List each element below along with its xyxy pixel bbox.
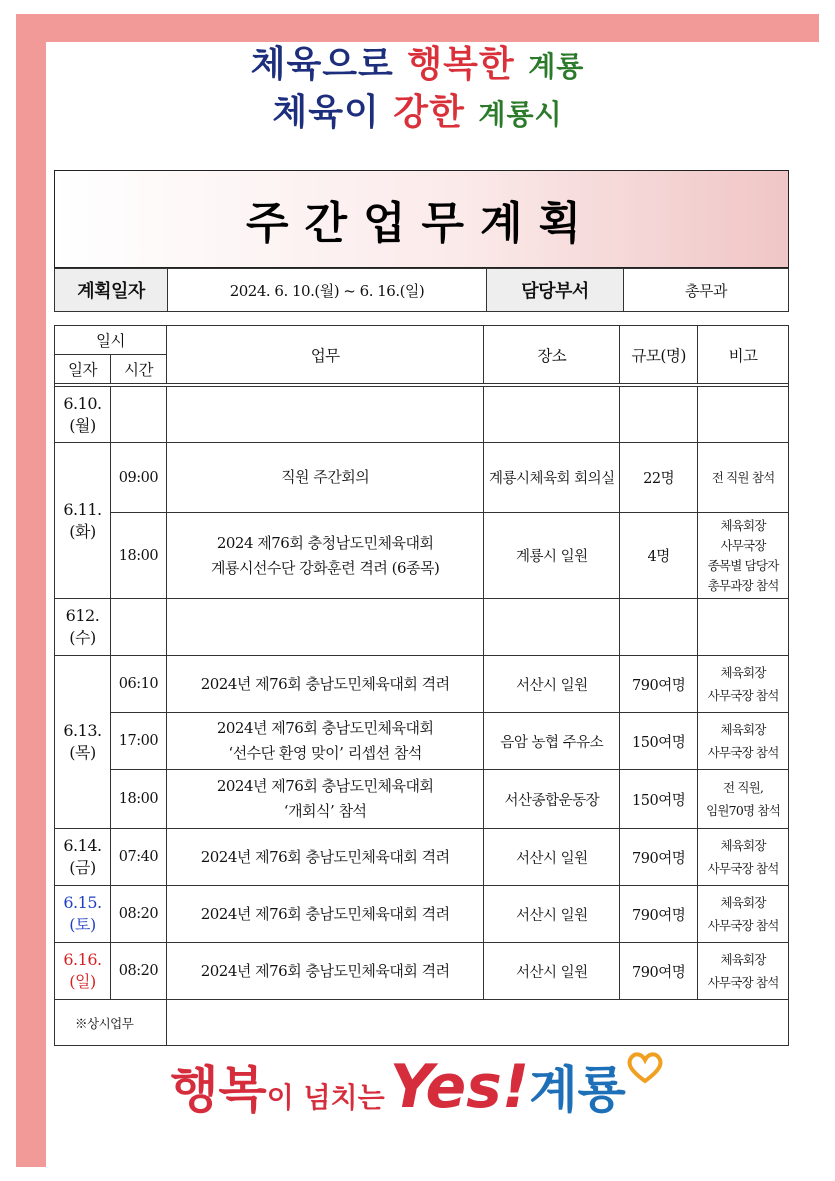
time-cell: 17:00: [110, 713, 166, 770]
place-cell: 서산시 일원: [484, 656, 620, 713]
task-cell: 2024년 제76회 충남도민체육대회 ‘선수단 환영 맞이’ 리셉션 참석: [166, 713, 483, 770]
table-row: [55, 943, 789, 1000]
slogan-line-1: [0, 44, 835, 88]
table-row: [55, 713, 789, 770]
note-cell: 전 직원, 임원70명 참석: [698, 770, 789, 829]
header-place: 장소: [484, 326, 620, 384]
date-cell: 6.13. (목): [55, 656, 111, 829]
header-date: 일자: [55, 355, 111, 384]
scale-cell: 790여명: [620, 656, 698, 713]
dept-value: 총무과: [624, 269, 789, 312]
footer-text: Yes!: [389, 1052, 530, 1122]
scale-cell: 22명: [620, 443, 698, 513]
note-cell: 체육회장 사무국장 참석: [698, 656, 789, 713]
date-cell: 612. (수): [55, 599, 111, 656]
time-cell: 06:10: [110, 656, 166, 713]
date-cell: 6.11. (화): [55, 443, 111, 599]
date-cell-sunday: 6.16. (일): [55, 943, 111, 1000]
date-cell: 6.10. (월): [55, 387, 111, 443]
footer-text: 이 넘치는: [266, 1081, 385, 1114]
note-cell: 체육회장 사무국장 참석: [698, 829, 789, 886]
slogan-text: 체육이: [272, 92, 380, 133]
table-row: [55, 886, 789, 943]
header-task: 업무: [166, 326, 483, 384]
document-title-box: [54, 170, 789, 268]
task-cell: 직원 주간회의: [166, 443, 483, 513]
time-cell: 07:40: [110, 829, 166, 886]
table-row: [55, 599, 789, 656]
note-cell: 체육회장 사무국장 참석: [698, 943, 789, 1000]
table-row: [55, 387, 789, 443]
scale-cell: 150여명: [620, 770, 698, 829]
time-cell: 18:00: [110, 770, 166, 829]
document-title: 주간업무계획: [245, 198, 598, 249]
scale-cell: 150여명: [620, 713, 698, 770]
time-cell: 18:00: [110, 513, 166, 599]
time-cell: 08:20: [110, 943, 166, 1000]
table-row: [55, 513, 789, 599]
header-scale: 규모(명): [620, 326, 698, 384]
slogan-text: 계룡: [528, 50, 585, 83]
place-cell: 계룡시 일원: [484, 513, 620, 599]
task-cell: 2024년 제76회 충남도민체육대회 격려: [166, 943, 483, 1000]
note-cell: 체육회장 사무국장 종목별 담당자 총무과장 참석: [698, 513, 789, 599]
date-cell: 6.14. (금): [55, 829, 111, 886]
place-cell: 계룡시체육회 회의실: [484, 443, 620, 513]
slogan-text: 강한: [393, 92, 465, 133]
header-time: 시간: [110, 355, 166, 384]
slogan-text: 체육으로: [250, 44, 394, 85]
table-row: [55, 656, 789, 713]
footer-slogan: [0, 1050, 835, 1150]
slogan-line-2: [0, 92, 835, 136]
footer-text: 행복: [170, 1061, 267, 1119]
scale-cell: 4명: [620, 513, 698, 599]
scale-cell: 790여명: [620, 829, 698, 886]
regular-tasks-label: ※상시업무: [55, 1000, 167, 1046]
table-row: [55, 443, 789, 513]
note-cell: 체육회장 사무국장 참석: [698, 713, 789, 770]
dept-label: 담당부서: [487, 269, 624, 312]
task-cell: 2024년 제76회 충남도민체육대회 ‘개회식’ 참석: [166, 770, 483, 829]
plan-date-label: 계획일자: [55, 269, 168, 312]
task-cell: 2024년 제76회 충남도민체육대회 격려: [166, 656, 483, 713]
table-row: [55, 1000, 789, 1046]
note-cell: 체육회장 사무국장 참석: [698, 886, 789, 943]
scale-cell: 790여명: [620, 943, 698, 1000]
table-row: [55, 770, 789, 829]
place-cell: 서산시 일원: [484, 886, 620, 943]
scale-cell: 790여명: [620, 886, 698, 943]
date-cell-saturday: 6.15. (토): [55, 886, 111, 943]
time-cell: 09:00: [110, 443, 166, 513]
slogan-text: 계룡시: [478, 98, 563, 131]
place-cell: 서산시 일원: [484, 829, 620, 886]
table-row: [55, 829, 789, 886]
task-cell: 2024년 제76회 충남도민체육대회 격려: [166, 886, 483, 943]
note-cell: 전 직원 참석: [698, 443, 789, 513]
slogan-text: 행복한: [407, 44, 515, 85]
task-cell: 2024년 제76회 충남도민체육대회 격려: [166, 829, 483, 886]
heart-icon: [625, 1050, 665, 1084]
header-datetime: 일시: [55, 326, 167, 355]
footer-text: 계룡: [529, 1061, 626, 1119]
place-cell: 음암 농협 주유소: [484, 713, 620, 770]
task-cell: 2024 제76회 충청남도민체육대회 계룡시선수단 강화훈련 격려 (6종목): [166, 513, 483, 599]
place-cell: 서산시 일원: [484, 943, 620, 1000]
place-cell: 서산종합운동장: [484, 770, 620, 829]
time-cell: 08:20: [110, 886, 166, 943]
schedule-table: [54, 325, 789, 1046]
plan-date-value: 2024. 6. 10.(월) ~ 6. 16.(일): [168, 269, 487, 312]
header-remarks: 비고: [698, 326, 789, 384]
plan-info-table: [54, 268, 789, 312]
